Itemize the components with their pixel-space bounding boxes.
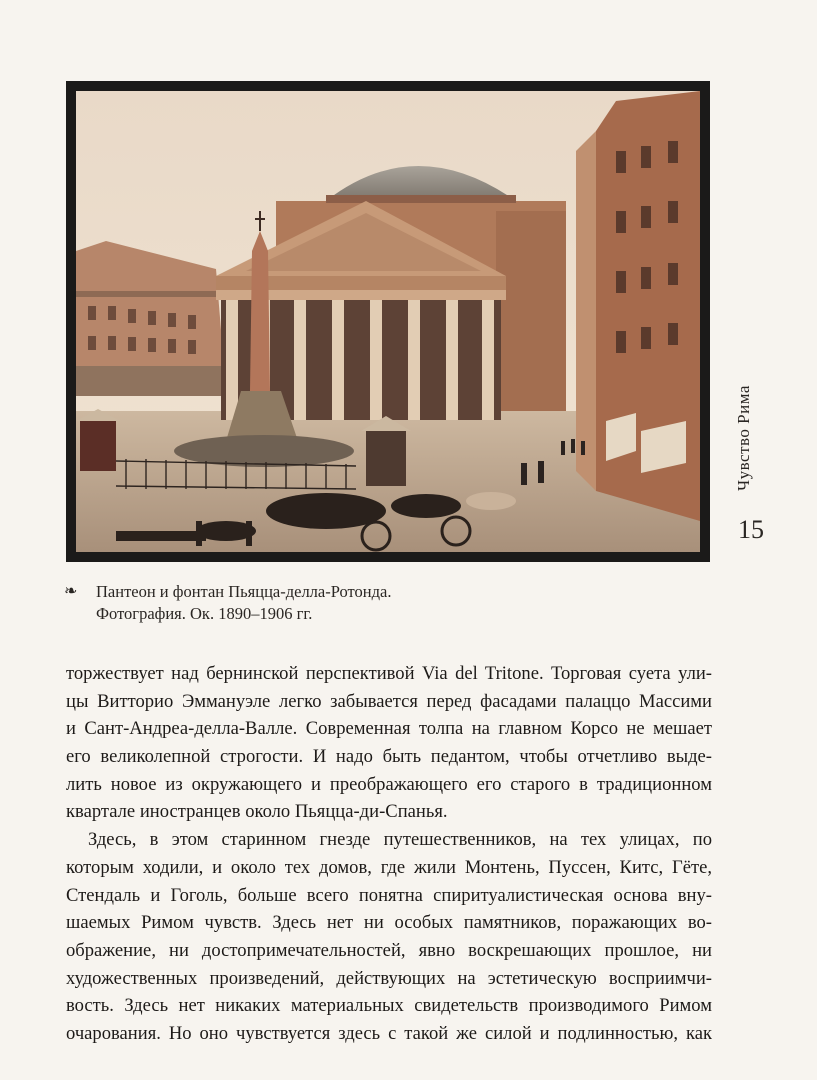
text-line: Здесь, в этом старинном гнезде путешественников, на тех улицах, по (88, 829, 712, 851)
text-line: художественных произведений, действующих на эстетическую восприимчи- (66, 967, 712, 989)
pantheon-photo (76, 91, 700, 552)
body-text (66, 660, 712, 1048)
photo-frame (66, 81, 710, 562)
text-line: вость. Здесь нет никаких материальных свидетельств производимого Римом (66, 995, 712, 1017)
text-line: цы Витторио Эммануэле легко забывается перед фасадами палаццо Массими (66, 690, 712, 712)
text-line: которым ходили, и около тех домов, где жили Монтень, Пуссен, Китс, Гёте, (66, 856, 712, 878)
text-line: его великолепной строгости. И надо быть педантом, чтобы отчетливо выде- (66, 746, 712, 768)
caption-line: Пантеон и фонтан Пьяцца-делла-Ротонда. (96, 582, 392, 601)
text-line: Стендаль и Гоголь, больше всего понятна спиритуалистическая основа вну- (66, 884, 712, 906)
text-line: квартале иностранцев около Пьяцца-ди-Спанья. (66, 801, 448, 823)
text-line: лить новое из окружающего и преображающего его старого в традиционном (66, 773, 712, 795)
page-number: 15 (738, 515, 764, 544)
fleuron-icon: ❧ (64, 583, 78, 600)
running-head-text: Чувство Рима (734, 385, 753, 491)
text-line: ображение, ни достопримечательностей, явно воскрешающих прошлое, ни (66, 939, 712, 961)
running-head (724, 378, 764, 498)
caption-line: Фотография. Ок. 1890–1906 гг. (96, 604, 313, 623)
text-line: и Сант-Андреа-делла-Валле. Современная толпа на главном Корсо не мешает (66, 718, 712, 740)
text-line: очарования. Но оно чувствуется здесь с такой же силой и подлинностью, как (66, 1022, 712, 1044)
photo-caption (66, 581, 716, 625)
text-line: шаемых Римом чувств. Здесь нет ни особых памятников, поражающих во- (66, 912, 712, 934)
text-line: торжествует над бернинской перспективой Via del Tritone. Торговая суета ули- (66, 663, 712, 684)
